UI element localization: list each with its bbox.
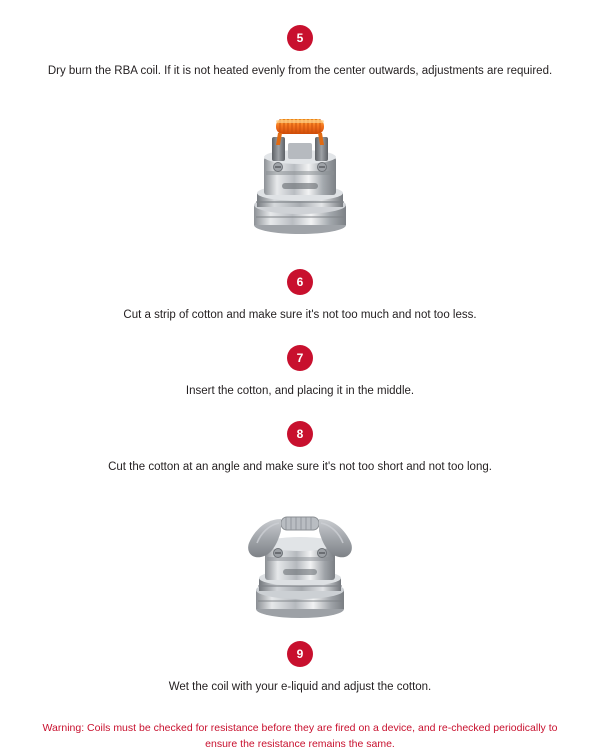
step-text-7: Insert the cotton, and placing it in the middle. <box>185 385 415 398</box>
step-number-7: 7 <box>287 345 313 371</box>
figure-rba-deck-with-orange-coil <box>220 97 380 247</box>
step-badge-9 <box>287 641 313 667</box>
step-number-6: 6 <box>287 269 313 295</box>
step-number-9: 9 <box>287 641 313 667</box>
step-badge-6 <box>287 269 313 295</box>
step-text-5: Dry burn the RBA coil. If it is not heated evenly from the center outwards, adjustments are required. <box>47 65 553 77</box>
step-number-5: 5 <box>287 25 313 51</box>
step-number-8: 8 <box>287 421 313 447</box>
step-badge-7 <box>287 345 313 371</box>
step-badge-5 <box>287 25 313 51</box>
warning-text: Warning: Coils must be checked for resistance before they are fired on a device, and re-checked periodically to ensure the resistance remains the same. <box>42 722 558 750</box>
step-text-6: Cut a strip of cotton and make sure it's not too much and not too less. <box>123 309 477 322</box>
step-badge-8 <box>287 421 313 447</box>
step-text-8: Cut the cotton at an angle and make sure it's not too short and not too long. <box>108 461 492 474</box>
step-text-9: Wet the coil with your e-liquid and adjust the cotton. <box>168 681 432 694</box>
figure-rba-deck-with-cotton <box>215 489 385 629</box>
